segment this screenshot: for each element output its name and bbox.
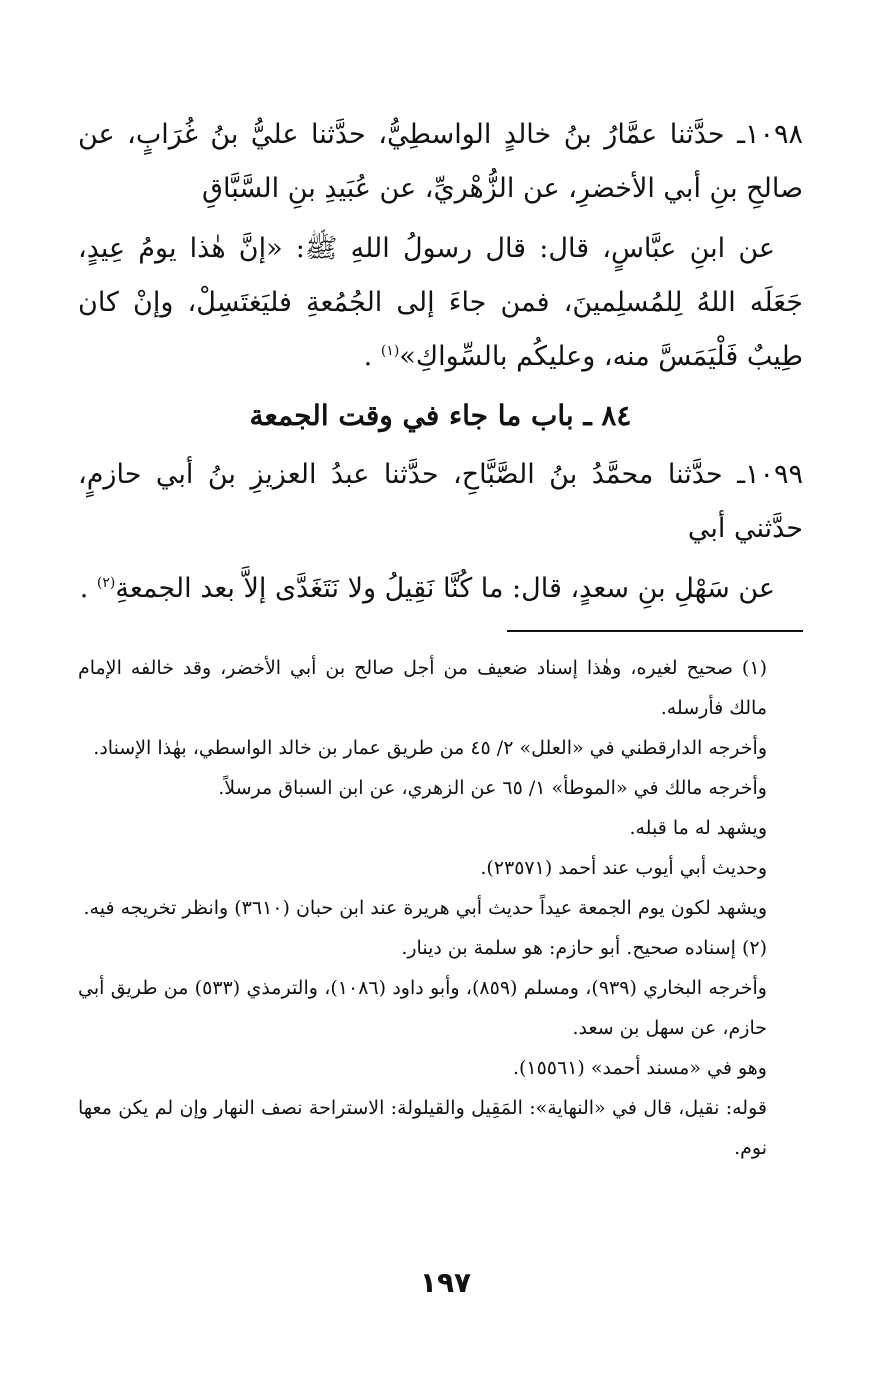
footnotes [78,648,803,1168]
footnote-2-musnad: وهو في «مسند أحمد» (١٥٥٦١). [512,1057,767,1079]
page-number: ١٩٧ [419,1266,472,1299]
footnote-1-text: (١) صحيح لغيره، وهٰذا إسناد ضعيف من أجل صالح بن أبي الأخضر، وقد خالفه الإمام مالك فأرسله. [78,657,767,719]
footnote-1-abu-hurayra: ويشهد لكون يوم الجمعة عيداً حديث أبي هريرة عند ابن حبان (٣٦١٠) وانظر تخريجه فيه. [83,897,767,919]
hadith-1099-matn: عن سَهْلِ بنِ سعدٍ، قال: ما كُنَّا نَقِيلُ ولا نَتَغَدَّى إلاَّ بعد الجمعةِ$^{(٢)}$ . [79,573,775,604]
footnote-ref-1: (١) [380,343,400,359]
chapter-heading: ٨٤ ـ باب ما جاء في وقت الجمعة [249,399,632,432]
footnote-2-gloss: قوله: نقيل، قال في «النهاية»: المَقِيل والقيلولة: الاستراحة نصف النهار وإن لم يكن معها نوم. [78,1097,767,1159]
footnote-1-malik: وأخرجه مالك في «الموطأ» ١/ ٦٥ عن الزهري، عن ابن السباق مرسلاً. [218,777,767,799]
footnote-1-abu-ayyub: وحديث أبي أيوب عند أحمد (٢٣٥٧١). [480,857,767,879]
footnote-1-witness: ويشهد له ما قبله. [629,817,767,839]
footnote-separator [507,630,803,632]
footnote-2-text: (٢) إسناده صحيح. أبو حازم: هو سلمة بن دينار. [401,937,767,959]
footnote-2-takhrij: وأخرجه البخاري (٩٣٩)، ومسلم (٨٥٩)، وأبو داود (١٠٨٦)، والترمذي (٥٣٣) من طريق أبي حازم، عن سهل بن سعد. [78,977,767,1039]
footnote-1-darqutni: وأخرجه الدارقطني في «العلل» ٢/ ٤٥ من طريق عمار بن خالد الواسطي، بهٰذا الإسناد. [93,737,767,759]
footnote-ref-2: (٢) [96,575,116,591]
page-body [78,108,803,1344]
hadith-1098-isnad: ١٠٩٨ـ حدَّثنا عمَّارُ بنُ خالدٍ الواسطِيُّ، حدَّثنا عليُّ بنُ غُرَابٍ، عن صالحِ بنِ أبي الأخضرِ، عن الزُّهْريِّ، عن عُبَيدِ بنِ السَّبَّاقِ [78,119,803,204]
hadith-1099-isnad: ١٠٩٩ـ حدَّثنا محمَّدُ بنُ الصَّبَّاحِ، حدَّثنا عبدُ العزيزِ بنُ أبي حازمٍ، حدَّثني أبي [78,459,803,544]
hadith-1098-matn: عن ابنِ عبَّاسٍ، قال: قال رسولُ اللهِ ﷺ: «إنَّ هٰذا يومُ عِيدٍ، جَعَلَه اللهُ لِلمُسلِمينَ، فمن جاءَ إلى الجُمُعةِ فليَغتَسِلْ، وإنْ كان طِيبٌ فَلْيَمَسَّ منه، وعليكُم بالسِّواكِ»$^{(١)}$ . [78,233,803,372]
